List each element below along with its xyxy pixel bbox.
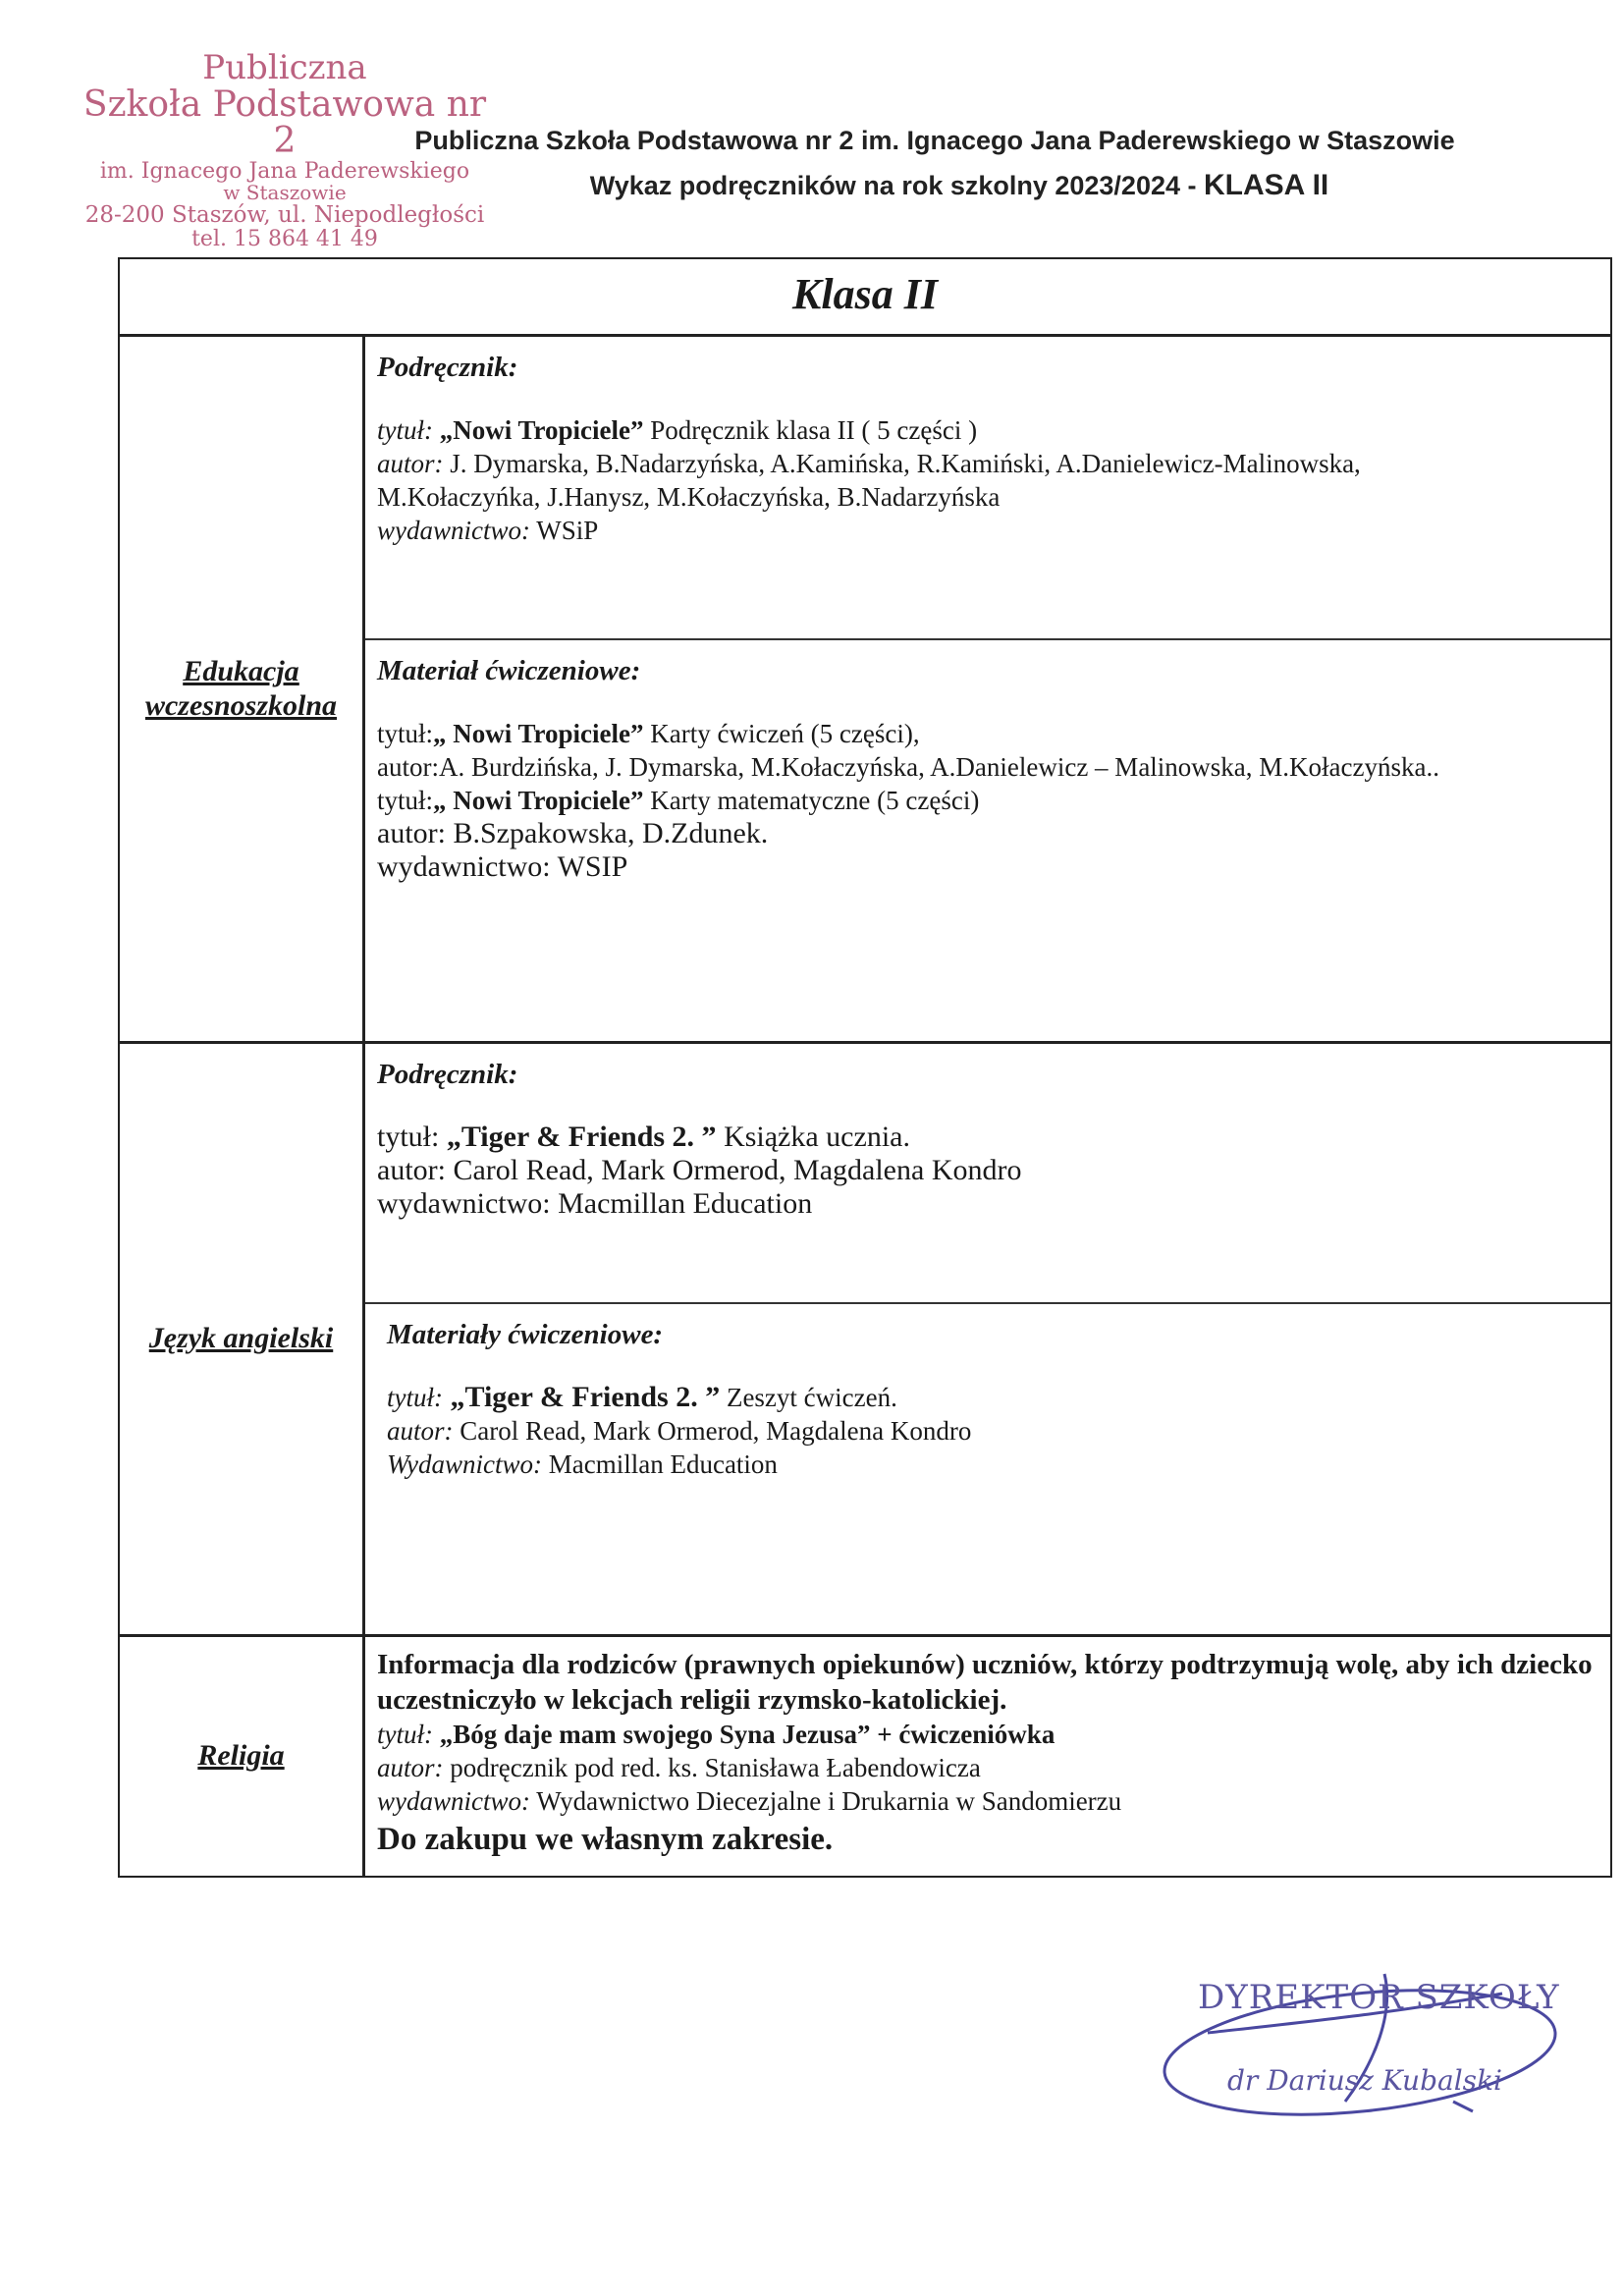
exercise-materials-cell bbox=[365, 638, 1610, 1044]
publisher-line: wydawnictwo: Macmillan Education bbox=[377, 1187, 813, 1220]
publisher-value: WSiP bbox=[530, 516, 599, 545]
section-heading: Materiał ćwiczeniowe: bbox=[377, 655, 641, 686]
subject-cell bbox=[120, 1637, 365, 1876]
field-label: tytuł: bbox=[377, 719, 434, 748]
parents-info: Informacja dla rodziców (prawnych opiekunów) uczniów, którzy podtrzymują wolę, aby ich dziecko uczestniczyło w lekcjach religii rzymsko-katolickiej. bbox=[377, 1649, 1593, 1716]
director-title: DYREKTOR SZKOŁY bbox=[1198, 1978, 1560, 2017]
table-title: Klasa II bbox=[792, 270, 938, 318]
author-line bbox=[377, 447, 1598, 480]
textbook-cell bbox=[365, 1044, 1610, 1302]
title-line bbox=[377, 413, 1598, 447]
book-title: „ Nowi Tropiciele” bbox=[433, 786, 644, 815]
subject-label-line: wczesnoszkolna bbox=[144, 688, 338, 722]
field-label: tytuł: bbox=[387, 1383, 443, 1412]
title-line bbox=[377, 1718, 1598, 1751]
textbook-table bbox=[118, 257, 1612, 1878]
subject-row-edukacja bbox=[120, 334, 1610, 1041]
publisher-line bbox=[387, 1448, 1598, 1481]
field-label: autor: bbox=[387, 1416, 454, 1446]
field-label: tytuł: bbox=[377, 415, 433, 445]
title-line bbox=[377, 717, 1598, 750]
stamp-line: tel. 15 864 41 49 bbox=[191, 226, 378, 251]
title-line bbox=[377, 784, 1598, 817]
author-value: podręcznik pod red. ks. Stanisława Łabendowicza bbox=[443, 1753, 981, 1782]
book-title: „ Nowi Tropiciele” bbox=[433, 719, 644, 748]
subject-row-religia bbox=[120, 1634, 1610, 1876]
director-signature bbox=[1149, 1954, 1561, 2121]
director-name: dr Dariusz Kubalski bbox=[1227, 2064, 1502, 2097]
title-line bbox=[377, 1121, 1598, 1154]
author-line: autor:A. Burdzińska, J. Dymarska, M.Kołaczyńska, A.Danielewicz – Malinowska, M.Kołaczyńska.. bbox=[377, 752, 1439, 782]
subject-label: Religia bbox=[197, 1739, 285, 1773]
book-title: „Tiger & Friends 2. ” bbox=[442, 1381, 721, 1413]
book-title: „Bóg daje mam swojego Syna Jezusa” + ćwiczeniówka bbox=[432, 1720, 1056, 1749]
section-heading: Podręcznik: bbox=[377, 1059, 518, 1090]
title-line bbox=[387, 1381, 1598, 1414]
field-label: tytuł: bbox=[377, 1121, 440, 1153]
field-label: Wydawnictwo: bbox=[387, 1449, 542, 1479]
field-label: autor: bbox=[377, 1753, 444, 1782]
publisher-line bbox=[377, 1784, 1598, 1818]
stamp-line: w Staszowie bbox=[223, 181, 347, 205]
book-title-rest: Książka ucznia. bbox=[716, 1121, 910, 1153]
book-title: „Tiger & Friends 2. ” bbox=[439, 1121, 717, 1153]
book-title-rest: Karty matematyczne (5 części) bbox=[643, 786, 980, 815]
book-title-rest: Zeszyt ćwiczeń. bbox=[720, 1383, 897, 1412]
subject-label: Język angielski bbox=[148, 1322, 334, 1355]
class-label: KLASA II bbox=[1204, 169, 1329, 201]
field-label: tytuł: bbox=[377, 786, 434, 815]
subject-label-line: Edukacja bbox=[183, 655, 299, 687]
school-name-heading: Publiczna Szkoła Podstawowa nr 2 im. Ignacego Jana Paderewskiego w Staszowie bbox=[414, 126, 1455, 155]
subject-cell bbox=[120, 337, 365, 1041]
author-line: autor: Carol Read, Mark Ormerod, Magdalena Kondro bbox=[377, 1154, 1022, 1186]
section-heading: Materiały ćwiczeniowe: bbox=[387, 1319, 664, 1350]
table-title-row bbox=[120, 259, 1610, 334]
stamp-line: 28-200 Staszów, ul. Niepodległości bbox=[84, 202, 485, 229]
subject-row-angielski bbox=[120, 1041, 1610, 1634]
religion-info-cell bbox=[365, 1637, 1610, 1879]
publisher-value: Wydawnictwo Diecezjalne i Drukarnia w Sandomierzu bbox=[530, 1786, 1122, 1816]
subject-label bbox=[145, 655, 337, 723]
author-line bbox=[377, 1751, 1598, 1784]
field-label: tytuł: bbox=[377, 1720, 433, 1749]
field-label: autor: bbox=[377, 449, 444, 478]
author-value: J. Dymarska, B.Nadarzyńska, A.Kamińska, R.Kamiński, A.Danielewicz-Malinowska, bbox=[443, 449, 1361, 478]
book-title: „Nowi Tropiciele” bbox=[439, 415, 644, 445]
purchase-note: Do zakupu we własnym zakresie. bbox=[377, 1822, 834, 1857]
publisher-line bbox=[377, 514, 1598, 547]
author-line: autor: B.Szpakowska, D.Zdunek. bbox=[377, 817, 769, 849]
stamp-line: Szkoła Podstawowa nr 2 bbox=[82, 83, 487, 162]
book-title-rest: Karty ćwiczeń (5 części), bbox=[643, 719, 920, 748]
author-line: M.Kołaczyńka, J.Hanysz, M.Kołaczyńska, B.Nadarzyńska bbox=[377, 482, 1001, 512]
field-label: wydawnictwo: bbox=[377, 1786, 530, 1816]
stamp-line: im. Ignacego Jana Paderewskiego bbox=[99, 159, 470, 185]
textbook-cell bbox=[365, 337, 1610, 638]
author-value: Carol Read, Mark Ormerod, Magdalena Kondro bbox=[453, 1416, 972, 1446]
author-line bbox=[387, 1414, 1598, 1448]
field-label: wydawnictwo: bbox=[377, 516, 530, 545]
list-title-heading bbox=[0, 169, 1624, 205]
subject-cell bbox=[120, 1044, 365, 1634]
section-heading: Podręcznik: bbox=[377, 352, 518, 383]
exercise-materials-cell bbox=[365, 1302, 1610, 1637]
publisher-line: wydawnictwo: WSIP bbox=[377, 850, 628, 883]
book-title-rest: Podręcznik klasa II ( 5 części ) bbox=[643, 415, 978, 445]
publisher-value: Macmillan Education bbox=[542, 1449, 778, 1479]
list-title: Wykaz podręczników na rok szkolny 2023/2024 - bbox=[589, 171, 1197, 200]
stamp-line: Publiczna bbox=[202, 48, 367, 87]
